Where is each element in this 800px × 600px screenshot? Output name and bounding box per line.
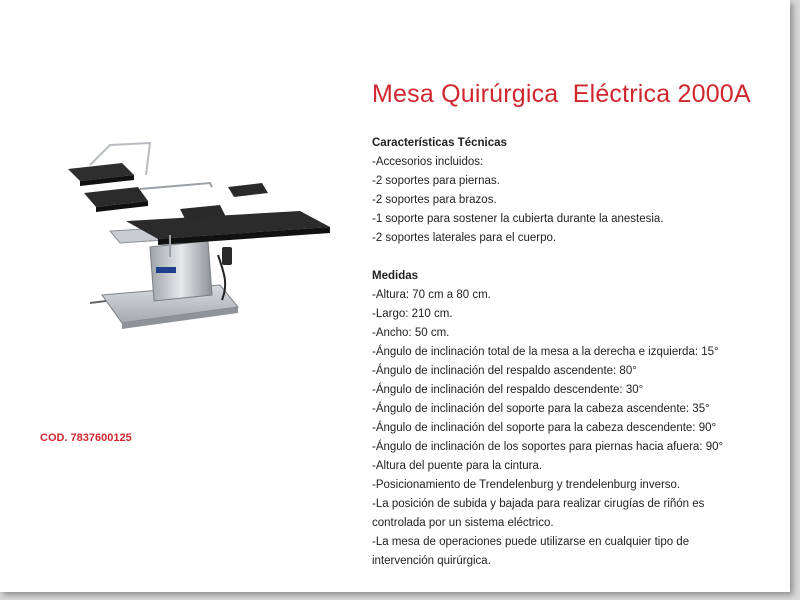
measure-line: controlada por un sistema eléctrico. [372,517,554,529]
measure-line: -La posición de subida y bajada para realizar cirugías de riñón es [372,498,705,510]
measure-line: -Ángulo de inclinación del soporte para la cabeza descendente: 90° [372,422,717,434]
measure-line: -Ángulo de inclinación total de la mesa a la derecha e izquierda: 15° [372,346,719,358]
measure-line: intervención quirúrgica. [372,555,491,567]
measure-line: -Posicionamiento de Trendelenburg y trendelenburg inverso. [372,479,681,491]
spec-line: -Accesorios incluidos: [372,156,484,168]
measures-heading: Medidas [372,270,419,282]
measure-line: -Ángulo de inclinación del respaldo ascendente: 80° [372,365,637,377]
measure-line: -Largo: 210 cm. [372,308,453,320]
spec-line: -1 soporte para sostener la cubierta durante la anestesia. [372,213,664,225]
measure-line: -La mesa de operaciones puede utilizarse en cualquier tipo de [372,536,690,548]
measure-line: -Altura: 70 cm a 80 cm. [372,289,491,301]
spacer [372,248,772,267]
spec-line: -2 soportes para brazos. [372,194,497,206]
spec-line: -2 soportes para piernas. [372,175,500,187]
measure-line: -Ángulo de inclinación de los soportes para piernas hacia afuera: 90° [372,441,724,453]
measure-line: -Ancho: 50 cm. [372,327,450,339]
page-title: Mesa Quirúrgica Eléctrica 2000A [372,80,751,108]
measure-line: -Ángulo de inclinación del respaldo descendente: 30° [372,384,644,396]
measure-line: -Ángulo de inclinación del soporte para la cabeza ascendente: 35° [372,403,710,415]
measure-line: -Altura del puente para la cintura. [372,460,543,472]
characteristics-heading: Características Técnicas [372,137,507,149]
product-code: COD. 7837600125 [40,432,132,444]
surgical-table-image [30,135,340,335]
spec-line: -2 soportes laterales para el cuerpo. [372,232,557,244]
specifications [372,134,772,571]
